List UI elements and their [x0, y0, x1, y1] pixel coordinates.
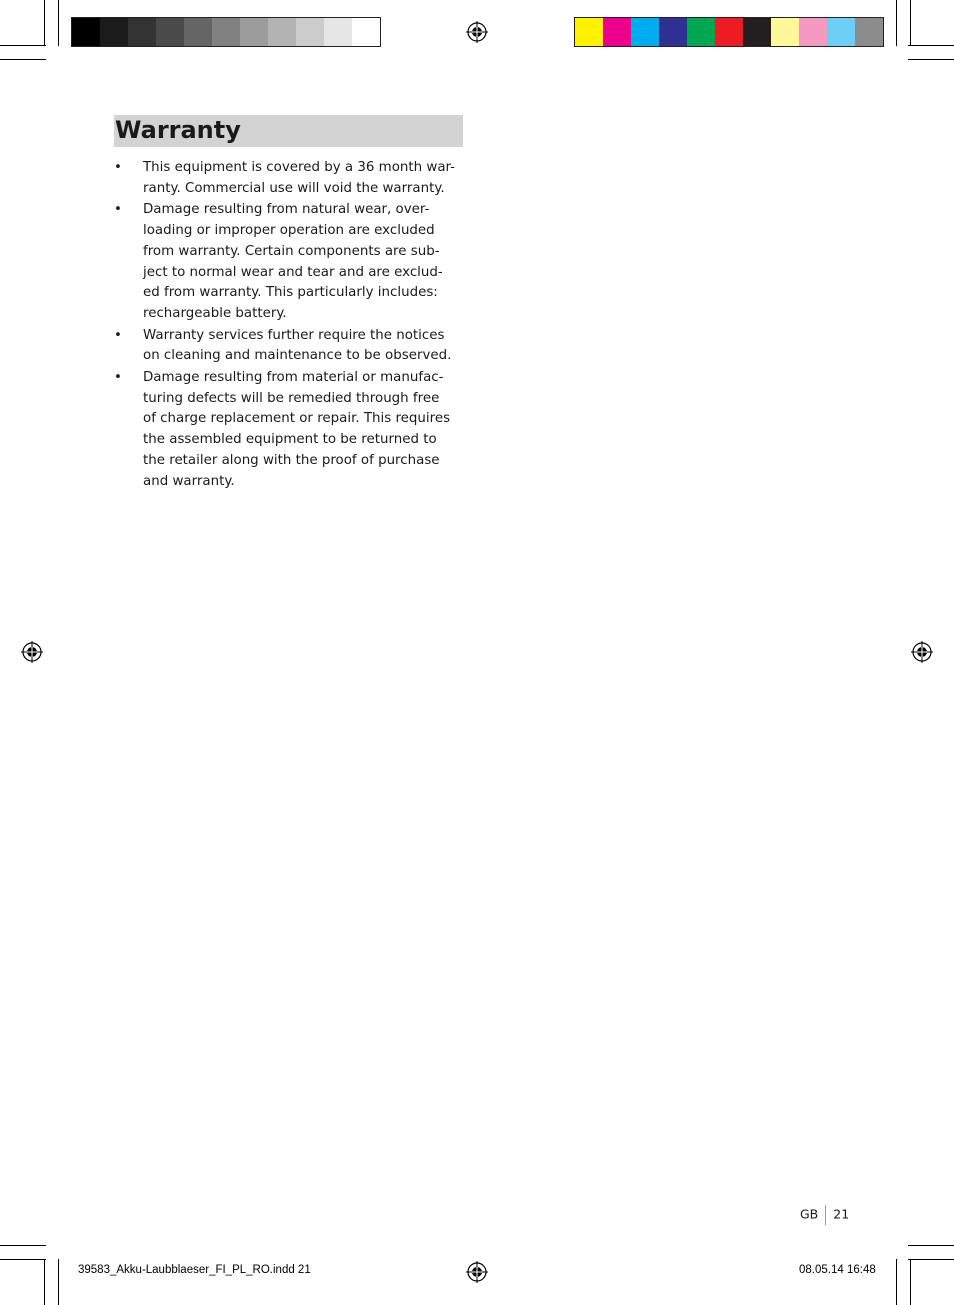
color-swatch — [631, 18, 659, 46]
gray-swatch — [128, 18, 156, 46]
slug-datetime: 08.05.14 16:48 — [799, 1264, 876, 1276]
list-item-line: turing defects will be remedied through free — [143, 390, 440, 406]
crop-mark-top-right-v — [910, 0, 911, 46]
color-calibration-bar — [574, 17, 884, 47]
list-item-line: ed from warranty. This particularly includes: — [143, 285, 438, 301]
list-item-line: This equipment is covered by a 36 month war- — [143, 160, 456, 175]
crop-mark-top-right-v2 — [896, 0, 897, 46]
gray-swatch — [184, 18, 212, 46]
crop-mark-top-left-v2 — [58, 0, 59, 46]
gray-swatch — [100, 18, 128, 46]
color-swatch — [743, 18, 771, 46]
bullet-icon: • — [114, 370, 122, 386]
color-swatch — [855, 18, 883, 46]
language-code: GB — [800, 1206, 819, 1222]
registration-mark-bottom-icon — [466, 1261, 488, 1283]
bullet-icon: • — [114, 202, 122, 218]
list-item — [114, 158, 474, 199]
crop-mark-top-left-h — [0, 45, 46, 46]
crop-mark-bottom-right-v2 — [896, 1259, 897, 1305]
color-swatch — [771, 18, 799, 46]
list-item-line: ranty. Commercial use will void the warranty. — [143, 180, 445, 196]
crop-mark-bottom-right-h2 — [908, 1259, 954, 1260]
color-swatch — [603, 18, 631, 46]
crop-mark-bottom-left-v2 — [58, 1259, 59, 1305]
crop-mark-bottom-right-h — [908, 1245, 954, 1246]
gray-swatch — [268, 18, 296, 46]
list-item-line: the assembled equipment to be returned to — [143, 432, 437, 448]
list-item-line: ject to normal wear and tear and are exclud- — [143, 264, 443, 280]
list-item — [114, 200, 474, 324]
page-number: 21 — [833, 1206, 850, 1222]
registration-mark-top-icon — [466, 21, 488, 43]
grayscale-calibration-bar — [71, 17, 381, 47]
list-item-line: Damage resulting from material or manufac- — [143, 370, 444, 386]
list-item-line: loading or improper operation are excluded — [143, 223, 435, 239]
warranty-list — [114, 158, 474, 493]
crop-mark-top-right-h2 — [908, 59, 954, 60]
crop-mark-top-left-v — [44, 0, 45, 46]
registration-mark-left-icon — [21, 641, 43, 663]
footer-separator — [825, 1205, 826, 1225]
crop-mark-top-right-h — [908, 45, 954, 46]
crop-mark-bottom-right-v — [910, 1259, 911, 1305]
list-item-line: the retailer along with the proof of purchase — [143, 452, 440, 468]
crop-mark-bottom-left-h — [0, 1245, 46, 1246]
gray-swatch — [352, 18, 380, 46]
gray-swatch — [296, 18, 324, 46]
list-item-line: of charge replacement or repair. This requires — [143, 411, 451, 427]
slug-filename: 39583_Akku-Laubblaeser_FI_PL_RO.indd 21 — [78, 1264, 311, 1276]
bullet-icon: • — [114, 327, 122, 343]
list-item-line: on cleaning and maintenance to be observed. — [143, 348, 452, 364]
list-item — [114, 368, 474, 492]
color-swatch — [715, 18, 743, 46]
crop-mark-bottom-left-v — [44, 1259, 45, 1305]
list-item — [114, 326, 474, 367]
crop-mark-top-left-h2 — [0, 59, 46, 60]
gray-swatch — [212, 18, 240, 46]
page-footer — [800, 1205, 849, 1225]
color-swatch — [687, 18, 715, 46]
gray-swatch — [324, 18, 352, 46]
bullet-icon: • — [114, 160, 122, 175]
list-item-line: rechargeable battery. — [143, 305, 287, 321]
list-item-line: Warranty services further require the notices — [143, 327, 445, 343]
gray-swatch — [156, 18, 184, 46]
gray-swatch — [240, 18, 268, 46]
list-item-line: from warranty. Certain components are sub- — [143, 243, 440, 259]
registration-mark-right-icon — [911, 641, 933, 663]
list-item-line: Damage resulting from natural wear, over- — [143, 202, 430, 218]
crop-mark-bottom-left-h2 — [0, 1259, 46, 1260]
gray-swatch — [72, 18, 100, 46]
color-swatch — [659, 18, 687, 46]
color-swatch — [827, 18, 855, 46]
list-item-line: and warranty. — [143, 473, 235, 489]
color-swatch — [575, 18, 603, 46]
color-swatch — [799, 18, 827, 46]
section-title: Warranty — [115, 116, 241, 144]
